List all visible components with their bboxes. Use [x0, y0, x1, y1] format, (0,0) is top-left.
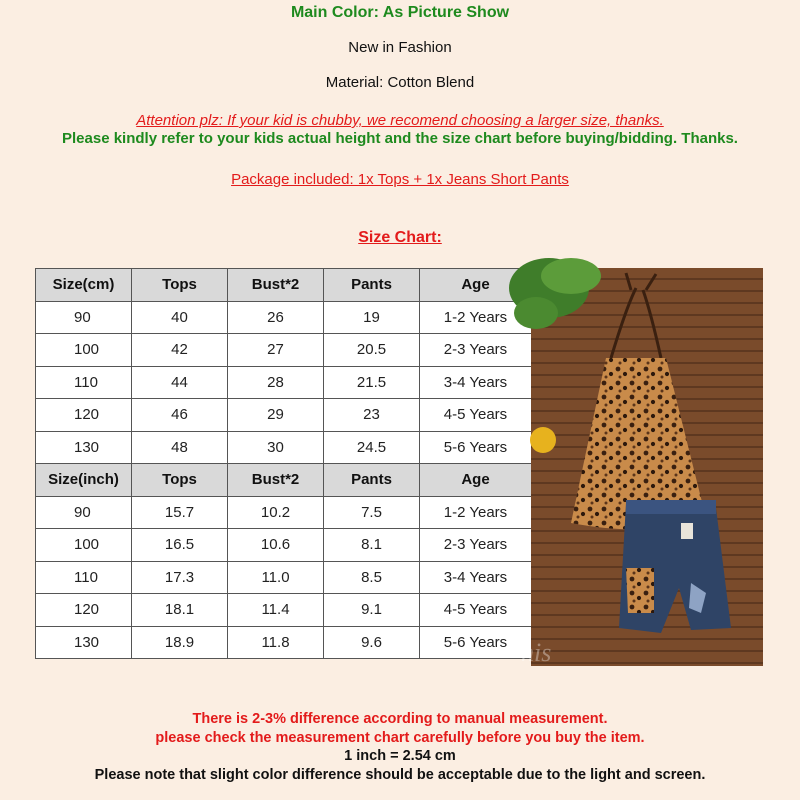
table-row	[36, 561, 532, 594]
table-cell: 11.8	[228, 626, 324, 659]
table-cell: 27	[228, 334, 324, 367]
table-row	[36, 594, 532, 627]
table-cell: 2-3 Years	[420, 529, 532, 562]
column-header: Age	[420, 269, 532, 302]
column-header: Bust*2	[228, 269, 324, 302]
inch-conversion-text: 1 inch = 2.54 cm	[344, 748, 456, 764]
table-cell: 46	[132, 399, 228, 432]
table-cell: 11.0	[228, 561, 324, 594]
table-cell: 20.5	[324, 334, 420, 367]
table-cell: 9.6	[324, 626, 420, 659]
column-header: Bust*2	[228, 464, 324, 497]
table-row	[36, 301, 532, 334]
check-text: please check the measurement chart carefully before you buy the item.	[155, 730, 645, 746]
table-cell: 48	[132, 431, 228, 464]
package-text: Package included: 1x Tops + 1x Jeans Short Pants	[231, 171, 569, 188]
table-cell: 30	[228, 431, 324, 464]
table-cell: 7.5	[324, 496, 420, 529]
difference-text: There is 2-3% difference according to manual measurement.	[192, 711, 608, 727]
table-cell: 42	[132, 334, 228, 367]
table-cell: 26	[228, 301, 324, 334]
table-cell: 8.5	[324, 561, 420, 594]
yellow-ball-icon	[530, 427, 556, 453]
new-in-fashion-text: New in Fashion	[348, 39, 452, 56]
table-cell: 15.7	[132, 496, 228, 529]
table-cell: 19	[324, 301, 420, 334]
table-row	[36, 626, 532, 659]
table-cell: 130	[36, 431, 132, 464]
table-cell: 1-2 Years	[420, 301, 532, 334]
table-cell: 4-5 Years	[420, 399, 532, 432]
table-cell: 18.9	[132, 626, 228, 659]
table-cell: 10.2	[228, 496, 324, 529]
table-cell: 100	[36, 529, 132, 562]
table-cell: 3-4 Years	[420, 366, 532, 399]
table-cell: 8.1	[324, 529, 420, 562]
table-row	[36, 431, 532, 464]
photo-watermark: nis	[521, 638, 552, 667]
table_inch-header-row	[36, 464, 532, 497]
table-cell: 5-6 Years	[420, 431, 532, 464]
table-cell: 23	[324, 399, 420, 432]
attention-text: Attention plz: If your kid is chubby, we recomend choosing a larger size, thanks.	[136, 112, 664, 129]
table-cell: 40	[132, 301, 228, 334]
material-text: Material: Cotton Blend	[325, 74, 475, 91]
column-header: Pants	[324, 269, 420, 302]
table_cm-header-row	[36, 269, 532, 302]
table-row	[36, 399, 532, 432]
size-chart-title: Size Chart:	[358, 229, 442, 246]
table-cell: 28	[228, 366, 324, 399]
column-header: Tops	[132, 269, 228, 302]
column-header: Size(inch)	[36, 464, 132, 497]
table-cell: 3-4 Years	[420, 561, 532, 594]
table-cell: 120	[36, 399, 132, 432]
product-photo	[521, 268, 763, 667]
table-cell: 24.5	[324, 431, 420, 464]
table-cell: 16.5	[132, 529, 228, 562]
table-cell: 18.1	[132, 594, 228, 627]
table-cell: 21.5	[324, 366, 420, 399]
product-photo-svg	[531, 268, 763, 666]
table-row	[36, 366, 532, 399]
size-chart-body	[36, 269, 532, 659]
table-cell: 44	[132, 366, 228, 399]
column-header: Tops	[132, 464, 228, 497]
table-row	[36, 496, 532, 529]
column-header: Pants	[324, 464, 420, 497]
table-row	[36, 529, 532, 562]
column-header: Age	[420, 464, 532, 497]
table-cell: 100	[36, 334, 132, 367]
main-color-text: Main Color: As Picture Show	[290, 4, 510, 21]
table-cell: 120	[36, 594, 132, 627]
refer-text: Please kindly refer to your kids actual height and the size chart before buying/bidding. Thanks.	[62, 130, 738, 147]
table-cell: 29	[228, 399, 324, 432]
table-cell: 130	[36, 626, 132, 659]
table-cell: 110	[36, 366, 132, 399]
color-note-text: Please note that slight color difference should be acceptable due to the light and screen.	[94, 767, 706, 783]
size-chart-table	[35, 268, 532, 659]
table-cell: 5-6 Years	[420, 626, 532, 659]
table-cell: 4-5 Years	[420, 594, 532, 627]
table-cell: 9.1	[324, 594, 420, 627]
table-cell: 11.4	[228, 594, 324, 627]
table-cell: 110	[36, 561, 132, 594]
table-cell: 17.3	[132, 561, 228, 594]
column-header: Size(cm)	[36, 269, 132, 302]
table-cell: 1-2 Years	[420, 496, 532, 529]
table-row	[36, 334, 532, 367]
table-cell: 90	[36, 301, 132, 334]
table-cell: 2-3 Years	[420, 334, 532, 367]
table-cell: 90	[36, 496, 132, 529]
table-cell: 10.6	[228, 529, 324, 562]
